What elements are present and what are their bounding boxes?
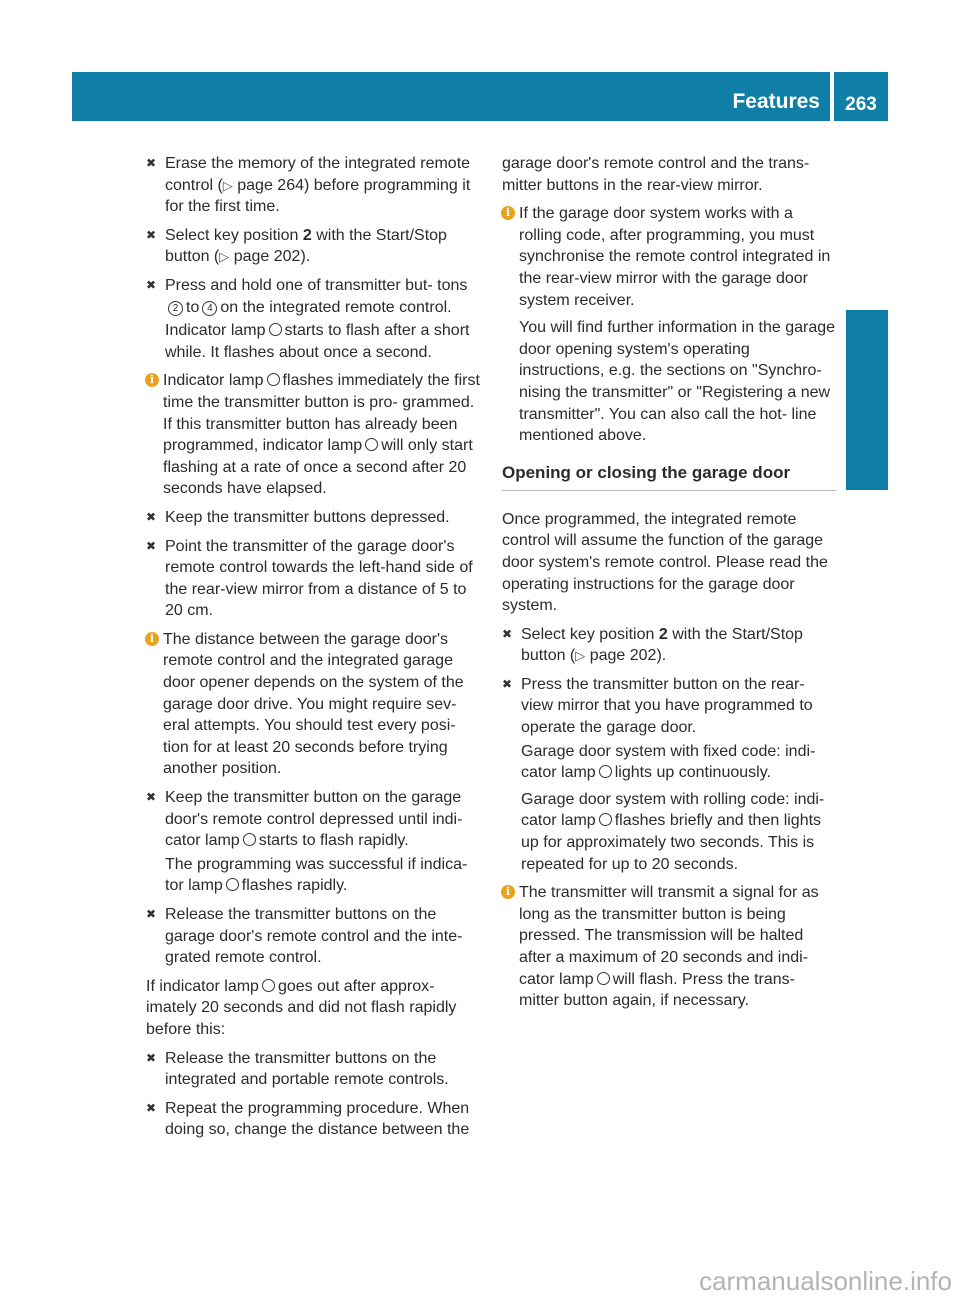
step-select-key-position-2 [502, 624, 836, 667]
indicator-lamp-callout-icon [226, 878, 239, 891]
step-text: Erase the memory of the integrated remote control ( [165, 155, 471, 194]
step-erase-memory [146, 153, 482, 218]
step-text: Press and hold one of transmitter but- tons [165, 276, 468, 294]
note-text: The distance between the garage door's remote control and the integrated garage door opener depends on the system of the garage door drive. You might require sev- eral attempts. You should test every posi- tion for at least 20 seconds before trying another position. [163, 630, 464, 778]
step-release-all [146, 1048, 482, 1091]
note-text: flashes immediately the first time the transmitter button is pro- grammed. If this transmitter button has already been programmed, indicator lamp [163, 372, 480, 455]
left-column [146, 153, 482, 1148]
result-text: Garage door system with rolling code: indi- cator lamp [521, 790, 825, 830]
indicator-lamp-callout-icon [243, 833, 256, 846]
result-text: Indicator lamp [165, 322, 266, 340]
indicator-lamp-callout-icon [597, 972, 610, 985]
step-text: Press the transmitter button on the rear- view mirror that you have programmed to operate the garage door. [521, 675, 813, 737]
step-text: ). [656, 647, 667, 665]
step-point-transmitter [146, 536, 482, 622]
page-ref-link[interactable]: page 202 [233, 248, 301, 266]
section-heading: Opening or closing the garage door [502, 461, 836, 491]
paragraph-if-lamp [146, 976, 482, 1041]
info-note-rolling-code [502, 203, 836, 447]
result-text: flashes briefly and then lights up for approximately two seconds. This is repeated for up to 20 seconds. [521, 812, 822, 873]
step-text: starts to flash rapidly. [258, 832, 409, 850]
paragraph-text: goes out after approx- imately 20 seconds and did not flash rapidly before this: [146, 977, 457, 1038]
step-keep-depressed [146, 507, 482, 529]
result-text: lights up continuously. [614, 764, 771, 782]
chapter-title: Features [732, 90, 820, 113]
note-text: The transmitter will transmit a signal for as long as the transmitter button is being pressed. The transmission will be halted after a maximum of 20 seconds and indi- cator lamp [519, 884, 819, 988]
step-text: with the Start/Stop button ( [165, 226, 447, 266]
step-text: ). [300, 248, 311, 266]
page-number: 263 [845, 94, 877, 115]
step-text: Release the transmitter buttons on the garage door's remote control and the inte- grated remote control. [165, 906, 463, 967]
header-divider [830, 72, 834, 121]
step-result [165, 320, 482, 363]
note-text: Indicator lamp [163, 372, 264, 390]
step-text: Point the transmitter of the garage door's remote control towards the left-hand side of the rear-view mirror from a distance of 5 to 20 cm. [165, 537, 473, 620]
key-position-value: 2 [302, 226, 312, 244]
button-2-callout-icon: 2 [168, 301, 183, 316]
page-ref-link[interactable]: page 264 [237, 176, 304, 194]
step-text: Keep the transmitter button on the garage door's remote control depressed until indi- cator lamp [165, 789, 463, 850]
page-ref-arrow-icon: ▷ [219, 249, 230, 265]
note-extra [519, 317, 836, 447]
indicator-lamp-callout-icon [365, 438, 378, 451]
info-note-distance [146, 629, 482, 780]
step-text: Select key position [521, 625, 659, 643]
note-text: If the garage door system works with a rolling code, after programming, you must synchronise the remote control integrated in the rear-view mirror with the garage door system receiver. [519, 205, 831, 309]
result-text: starts to flash after a short while. It flashes about once a second. [165, 322, 470, 361]
info-icon: i [145, 373, 159, 387]
step-result-fixed-code [521, 741, 836, 784]
indicator-lamp-callout-icon [599, 765, 612, 778]
watermark: carmanualsonline.info [699, 1266, 952, 1296]
step-text: Release the transmitter buttons on the integrated and portable remote controls. [165, 1049, 449, 1089]
indicator-lamp-callout-icon [599, 813, 612, 826]
info-note-transmit [502, 882, 836, 1012]
right-column [502, 153, 836, 1019]
indicator-lamp-callout-icon [267, 373, 280, 386]
indicator-lamp-callout-icon [269, 323, 282, 336]
step-text: to [186, 298, 200, 316]
paragraph-text: If indicator lamp [146, 977, 259, 995]
page-header-bar [72, 72, 888, 121]
indicator-lamp-callout-icon [262, 979, 275, 992]
step-text: Select key position [165, 226, 303, 244]
result-text: flashes rapidly. [241, 877, 348, 895]
step-text: Repeat the programming procedure. When doing so, change the distance between the [165, 1099, 470, 1139]
step-result [165, 854, 482, 897]
result-text: The programming was successful if indica- tor lamp [165, 855, 468, 895]
result-text: Garage door system with fixed code: indi- cator lamp [521, 742, 816, 782]
step-release-buttons [146, 904, 482, 969]
button-4-callout-icon: 4 [202, 301, 217, 316]
info-icon: i [501, 206, 515, 220]
page-ref-link[interactable]: page 202 [589, 647, 657, 665]
paragraph-once-programmed [502, 509, 836, 617]
step-repeat-procedure [146, 1098, 482, 1141]
step-result-rolling-code [521, 789, 836, 875]
page-ref-arrow-icon: ▷ [222, 177, 233, 193]
step-press-mirror-button [502, 674, 836, 875]
page-ref-arrow-icon: ▷ [575, 648, 586, 664]
note-text: will only start flashing at a rate of once a second after 20 seconds have elapsed. [163, 437, 473, 498]
info-note-lamp [146, 370, 482, 500]
info-icon: i [501, 885, 515, 899]
step-press-hold-buttons [146, 275, 482, 363]
key-position-value: 2 [658, 625, 668, 643]
side-tab-label: Controls [853, 372, 878, 464]
note-text: You will find further information in the garage door opening system's operating instructions, e.g. the sections on "Synchro- nising the transmitter" or "Registering a new transmitter". You can also call the hot- line mentioned above. [519, 319, 836, 445]
step-text: on the integrated remote control. [220, 298, 452, 316]
info-icon: i [145, 632, 159, 646]
step-text: ) before programming it for the first time. [165, 176, 471, 216]
paragraph-text: garage door's remote control and the trans- mitter buttons in the rear-view mirror. [502, 155, 810, 194]
note-text: will flash. Press the trans- mitter button again, if necessary. [519, 970, 795, 1010]
step-select-key-position [146, 225, 482, 268]
step-text: Keep the transmitter buttons depressed. [165, 508, 450, 526]
paragraph-text: Once programmed, the integrated remote control will assume the function of the garage door system's remote control. Please read the operating instructions for the garage door system. [502, 510, 828, 615]
step-text: with the Start/Stop button ( [521, 625, 803, 665]
continuation-text [502, 153, 836, 196]
step-keep-garage-button [146, 787, 482, 897]
